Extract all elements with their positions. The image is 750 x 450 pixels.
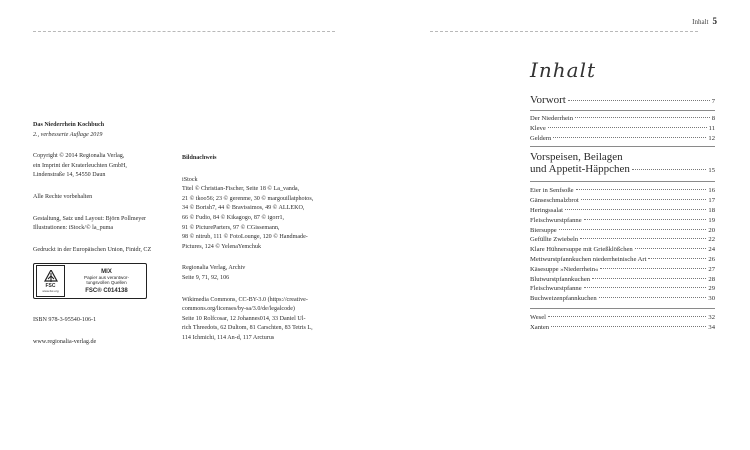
fsc-tree-logo-icon: FSC www.fsc.org: [36, 265, 65, 297]
toc-entry[interactable]: Der Niederrhein 8: [530, 115, 715, 122]
copyright-line: Copyright © 2014 Regionalia Verlag,: [33, 153, 125, 160]
toc-entry-vorwort[interactable]: Vorwort 7: [530, 94, 715, 106]
toc-entry-page: 27: [708, 265, 715, 273]
book-title: Das Niederrhein Kochbuch: [33, 122, 105, 128]
toc-entry-label: Fleischwurstpfanne: [530, 285, 582, 293]
recipe-list: [530, 186, 715, 304]
illustration-credit: Illustrationen: iStock/© la_puma: [33, 225, 114, 232]
toc-entry-label: Blutwurstpfannkuchen: [530, 275, 591, 283]
toc-entry-page: 20: [708, 226, 715, 234]
toc-entry[interactable]: [530, 294, 715, 304]
toc-title: Inhalt: [530, 58, 597, 82]
toc-entry-page: 24: [708, 246, 715, 254]
toc-entry-label: Xanten: [530, 323, 550, 331]
rights-note: Alle Rechte vorbehalten: [33, 193, 93, 200]
copyright-line: ein Imprint der Kraterleuchten GmbH,: [33, 162, 127, 169]
toc-entry-label: Eier in Senfsoße: [530, 187, 574, 195]
toc-entry[interactable]: [530, 313, 715, 323]
imprint-column: [33, 121, 168, 348]
regionalia-pages: Seite 9, 71, 92, 106: [182, 274, 230, 281]
toc-entry-page: 18: [708, 206, 715, 214]
fsc-code: FSC® C014138: [85, 287, 128, 294]
toc-entry-page: 28: [708, 275, 715, 283]
toc-entry-page: 32: [708, 313, 715, 321]
table-of-contents: [530, 93, 715, 333]
toc-entry-page: 16: [708, 187, 715, 195]
istock-heading: iStock: [182, 176, 198, 183]
istock-line: 34 © Borish7, 44 © Bravissimos, 49 © ALLEKO,: [182, 205, 305, 212]
design-credit: Gestaltung, Satz und Layout: Björn Pollmeyer: [33, 215, 147, 222]
toc-entry[interactable]: Geldern 12: [530, 134, 715, 142]
edition-note: 2., verbesserte Auflage 2019: [33, 131, 103, 138]
toc-entry-label: Fleischwurstpfanne: [530, 216, 582, 224]
toc-entry[interactable]: [530, 323, 715, 333]
page-number: 5: [712, 16, 717, 26]
wiki-line: 114 Ichmichi, 114 An-d, 117 Arcturus: [182, 334, 275, 341]
toc-entry[interactable]: [530, 275, 715, 285]
toc-entry-page: 34: [708, 323, 715, 331]
wiki-line: Seite 10 Rolfcosar, 12 Johannes014, 33 Daniel Ul-: [182, 315, 306, 322]
toc-divider: [530, 181, 715, 182]
toc-entry-label: Heringssalat: [530, 206, 563, 214]
fsc-mix: MIX: [101, 268, 112, 275]
isbn: ISBN 978-3-95540-106-1: [33, 317, 97, 324]
istock-line: 21 © tkoo56; 23 © gerenme, 30 © margouillatphotos,: [182, 195, 314, 202]
toc-entry[interactable]: Kleve 11: [530, 124, 715, 132]
toc-entry-page: 19: [708, 216, 715, 224]
toc-entry-label: Wesel: [530, 313, 546, 321]
toc-divider: [530, 308, 715, 309]
toc-entry[interactable]: [530, 235, 715, 245]
toc-entry-label: Gänseschmalzbrot: [530, 197, 579, 205]
toc-entry[interactable]: [530, 255, 715, 265]
toc-section-heading[interactable]: Vorspeisen, Beilagen und Appetit-Häppchen 15: [530, 151, 715, 176]
fsc-text: [69, 269, 144, 294]
toc-entry-label: Klare Hühnersuppe mit Grießklößchen: [530, 246, 633, 254]
regionalia-heading: Regionalia Verlag, Archiv: [182, 265, 246, 272]
toc-divider: [530, 146, 715, 147]
toc-divider: [530, 110, 715, 111]
header-rule-left: [33, 31, 335, 32]
copyright-line: Lindenstraße 14, 54550 Daun: [33, 172, 106, 179]
toc-entry[interactable]: [530, 196, 715, 206]
print-note: Gedruckt in der Europäischen Union, Finidr, CZ: [33, 246, 152, 253]
istock-line: Titel © Christian-Fischer, Seite 18 © La_vanda,: [182, 186, 300, 193]
istock-line: 98 © nitrub, 111 © FotoLounge, 120 © Handmade-: [182, 234, 308, 241]
credits-title: Bildnachweis: [182, 155, 217, 161]
toc-entry-label: Mettwurstpfannkuchen niederrheinische Art: [530, 255, 647, 263]
region-list: [530, 313, 715, 333]
istock-line: 66 © Fudio, 84 © Kikagogo, 87 © igorr1,: [182, 214, 285, 221]
running-header-label: Inhalt: [692, 18, 709, 26]
toc-entry-label: Gefüllte Zwiebeln: [530, 236, 579, 244]
toc-entry-page: 22: [708, 236, 715, 244]
toc-entry[interactable]: [530, 284, 715, 294]
toc-entry[interactable]: [530, 245, 715, 255]
istock-line: 91 © PictureParters, 97 © CGissemann,: [182, 224, 280, 231]
toc-entry-label: Buchweizenpfannkuchen: [530, 295, 597, 303]
publisher-url: www.regionalia-verlag.de: [33, 338, 97, 345]
running-header: [692, 16, 717, 26]
wiki-line: commons.org/licenses/by-sa/3.0/de/legalcode): [182, 306, 295, 313]
toc-entry-page: 29: [708, 285, 715, 293]
fsc-desc: Papier aus verantwor-: [84, 274, 129, 280]
istock-line: Pictures, 124 © YelenaYemchuk: [182, 243, 261, 250]
header-rule-right: [430, 31, 698, 32]
toc-entry-label: Biersuppe: [530, 226, 557, 234]
toc-entry-page: 30: [708, 295, 715, 303]
image-credits-column: [182, 154, 332, 344]
toc-entry[interactable]: [530, 206, 715, 216]
right-page: [375, 0, 750, 450]
toc-entry[interactable]: [530, 186, 715, 196]
toc-entry-page: 26: [708, 255, 715, 263]
wiki-line: rich Threedots, 62 Dultom, 81 Carschten, 83 Tetris L,: [182, 325, 313, 332]
toc-entry[interactable]: [530, 216, 715, 226]
toc-entry-page: 17: [708, 197, 715, 205]
wiki-line: Wikimedia Commons, CC-BY-3.0 (https://creative-: [182, 296, 308, 303]
fsc-desc: tungsvollen Quellen: [86, 280, 127, 286]
toc-entry[interactable]: [530, 265, 715, 275]
toc-entry-label: Käsesuppe »Niederrhein«: [530, 265, 599, 273]
toc-entry[interactable]: [530, 226, 715, 236]
fsc-label: [33, 263, 147, 299]
